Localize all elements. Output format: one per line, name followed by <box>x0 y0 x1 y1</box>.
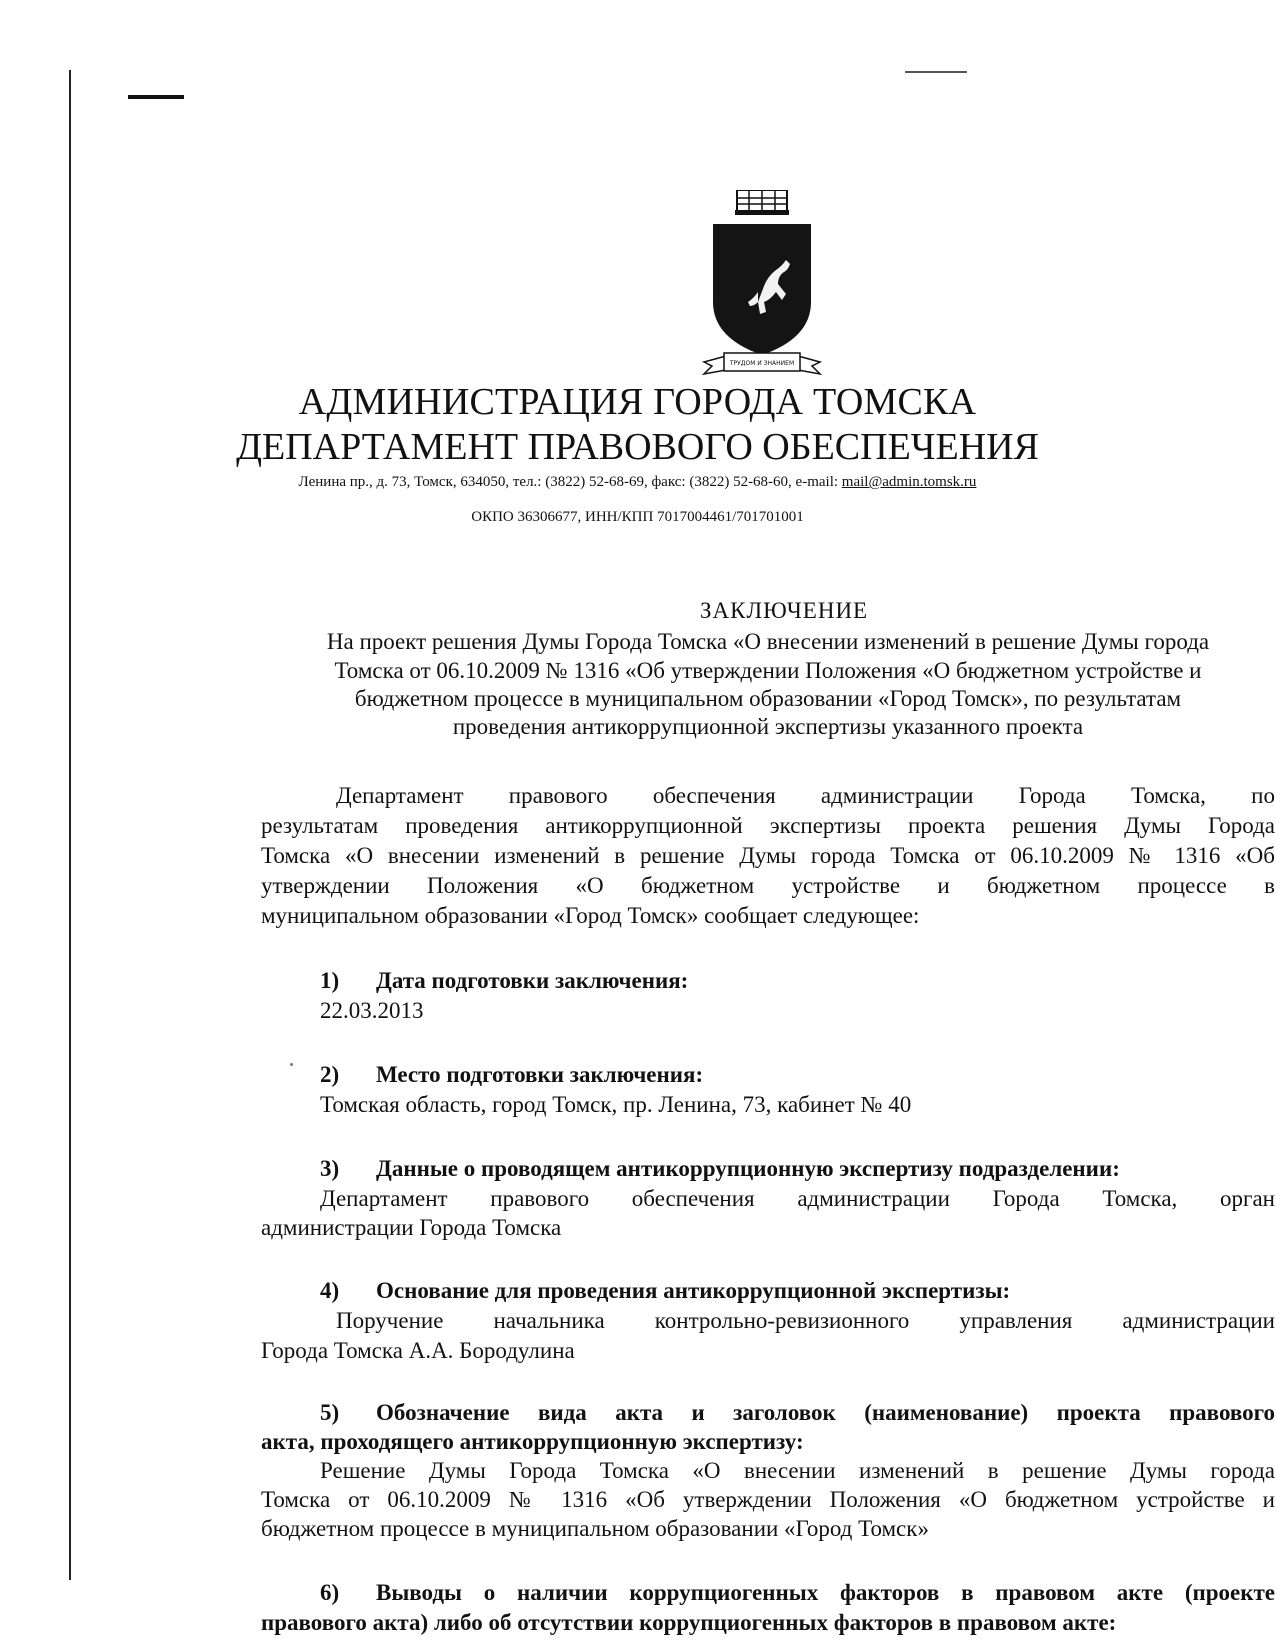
scan-left-edge <box>69 70 71 1580</box>
intro-line: Департамент правового обеспечения администрации Города Томска, по <box>336 783 1275 808</box>
section-body: бюджетном процессе в муниципальном образовании «Город Томск» <box>261 1516 929 1541</box>
section-number: 6) <box>320 1580 340 1605</box>
scan-mark-top <box>905 71 967 73</box>
section-heading-text: Обозначение вида акта и заголовок (наименование) проекта правового <box>376 1400 1275 1425</box>
subject-line: проведения антикоррупционной экспертизы указанного проекта <box>452 714 1084 739</box>
crown-icon <box>735 190 789 215</box>
section-heading <box>320 1060 1275 1090</box>
section-body: Томская область, город Томск, пр. Ленина, 73, кабинет № 40 <box>320 1092 912 1117</box>
department-name: ДЕПАРТАМЕНТ ПРАВОВОГО ОБЕСПЕЧЕНИЯ <box>236 426 1039 468</box>
section-heading-text: Выводы о наличии коррупциогенных факторов в правовом акте (проекте <box>376 1580 1275 1605</box>
subject-line: бюджетном процессе в муниципальном образовании «Город Томск», по результатам <box>354 686 1182 711</box>
intro-line: результатам проведения антикоррупционной экспертизы проекта решения Думы Города <box>261 813 1275 838</box>
section-heading-cont: акта, проходящего антикоррупционную экспертизу: <box>261 1429 804 1454</box>
intro-line: Томска «О внесении изменений в решение Думы города Томска от 06.10.2009 № 1316 «Об <box>261 843 1275 868</box>
section-body: Департамент правового обеспечения администрации Города Томска, орган <box>320 1186 1275 1211</box>
scan-speck <box>290 1063 293 1066</box>
section-body: 22.03.2013 <box>320 998 424 1023</box>
section-body: Поручение начальника контрольно-ревизионного управления администрации <box>336 1308 1275 1333</box>
section-body: Города Томска А.А. Бородулина <box>261 1338 575 1363</box>
section-body: Томска от 06.10.2009 № 1316 «Об утверждении Положения «О бюджетном устройстве и <box>261 1487 1275 1512</box>
tomsk-coat-of-arms-emblem <box>700 190 824 380</box>
registration-codes: ОКПО 36306677, ИНН/КПП 7017004461/701701001 <box>471 509 804 525</box>
section-body: администрации Города Томска <box>261 1215 562 1240</box>
section-heading <box>320 1398 1275 1428</box>
section-heading <box>320 1276 1275 1306</box>
contact-address <box>0 474 1275 491</box>
organization-name: АДМИНИСТРАЦИЯ ГОРОДА ТОМСКА <box>298 381 977 423</box>
motto-text: ТРУДОМ И ЗНАНИЕМ <box>729 360 795 367</box>
section-heading <box>320 966 1275 996</box>
motto-ribbon <box>704 353 820 374</box>
section-heading <box>320 1154 1275 1184</box>
section-heading-cont: правового акта) либо об отсутствии коррупциогенных факторов в правовом акте: <box>261 1610 1117 1635</box>
scan-mark <box>128 95 184 99</box>
shield-icon <box>713 224 811 355</box>
section-heading-text: Основание для проведения антикоррупционной экспертизы: <box>376 1278 1011 1303</box>
intro-line: муниципальном образовании «Город Томск» сообщает следующее: <box>261 903 920 928</box>
intro-line: утверждении Положения «О бюджетном устройстве и бюджетном процессе в <box>261 873 1275 898</box>
email-link[interactable]: mail@admin.tomsk.ru <box>841 474 977 490</box>
section-heading <box>320 1578 1275 1608</box>
section-number: 1) <box>320 968 340 993</box>
section-number: 4) <box>320 1278 340 1303</box>
section-heading-text: Данные о проводящем антикоррупционную экспертизу подразделении: <box>376 1156 1120 1181</box>
subject-line: На проект решения Думы Города Томска «О внесении изменений в решение Думы города <box>326 629 1210 654</box>
section-body: Решение Думы Города Томска «О внесении изменений в решение Думы города <box>320 1458 1275 1483</box>
section-number: 3) <box>320 1156 340 1181</box>
section-number: 5) <box>320 1400 340 1425</box>
section-heading-text: Место подготовки заключения: <box>376 1062 704 1087</box>
section-heading-text: Дата подготовки заключения: <box>376 968 689 993</box>
address-text: Ленина пр., д. 73, Томск, 634050, тел.: (3822) 52-68-69, факс: (3822) 52-68-60, e-mail: <box>298 474 842 490</box>
subject-line: Томска от 06.10.2009 № 1316 «Об утверждении Положения «О бюджетном устройстве и <box>334 658 1202 683</box>
document-title: ЗАКЛЮЧЕНИЕ <box>700 598 869 623</box>
section-number: 2) <box>320 1062 340 1087</box>
